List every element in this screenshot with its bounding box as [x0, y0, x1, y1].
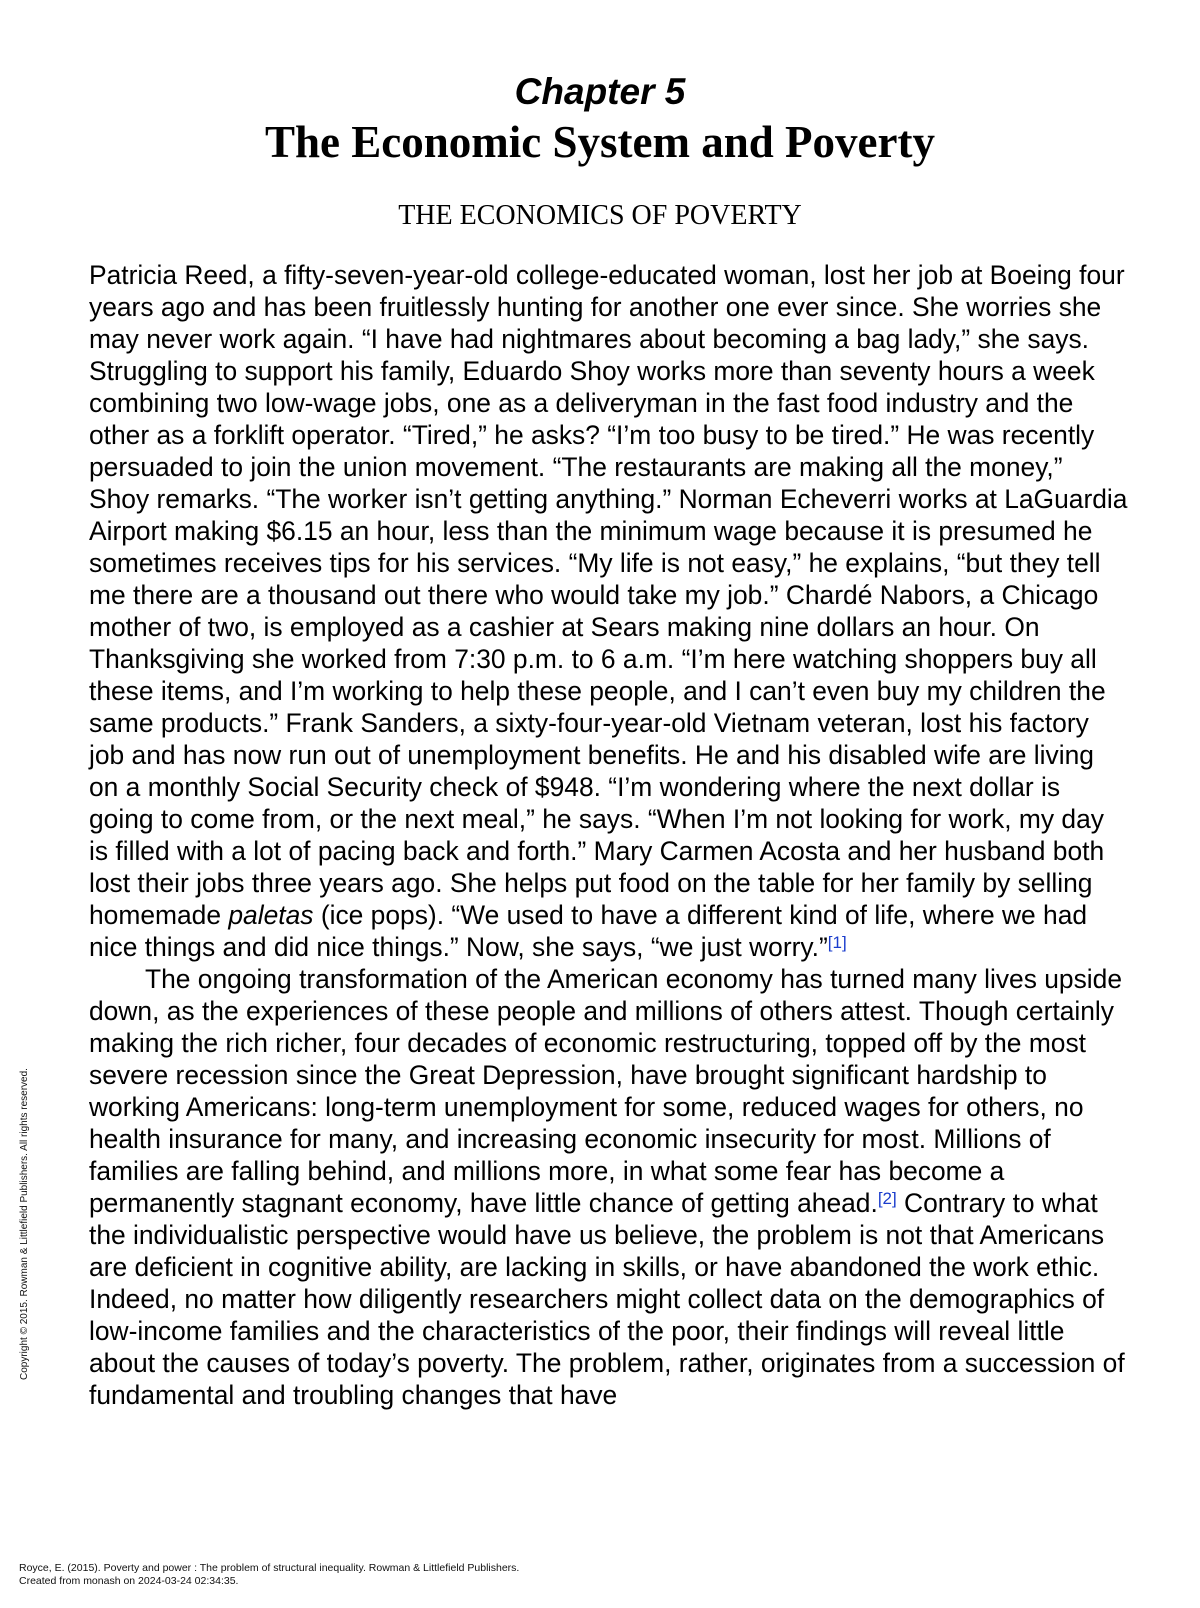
body-text — [89, 259, 1129, 1411]
paragraph-1 — [89, 259, 1129, 963]
citation-line-1: Royce, E. (2015). Poverty and power : The problem of structural inequality. Rowman & Littlefield Publishers. — [19, 1562, 520, 1574]
paragraph-2 — [89, 963, 1129, 1411]
paragraph-1-italic-word: paletas — [228, 900, 314, 930]
citation-footer — [19, 1562, 519, 1588]
section-heading: THE ECONOMICS OF POVERTY — [398, 200, 802, 231]
footnote-link-2[interactable]: [2] — [877, 1189, 897, 1208]
chapter-title: The Economic System and Poverty — [265, 117, 935, 167]
footnote-link-1[interactable]: [1] — [827, 933, 847, 952]
citation-line-2: Created from monash on 2024-03-24 02:34:35. — [19, 1575, 239, 1587]
side-copyright-notice: Copyright © 2015. Rowman & Littlefield Publishers. All rights reserved. — [19, 1068, 30, 1380]
chapter-label: Chapter 5 — [514, 71, 686, 112]
paragraph-2-text-a: The ongoing transformation of the American economy has turned many lives upside down, as the experiences of these people and millions of others attest. Though certainly making the rich richer, four decades of economic restructuring, topped off by the most severe recession since the Great Depression, have brought significant hardship to working Americans: long-term unemployment for some, reduced wages for others, no health insurance for many, and increasing economic insecurity for most. Millions of families are falling behind, and millions more, in what some fear has become a permanently stagnant economy, have little chance of getting ahead. — [89, 964, 1122, 1218]
paragraph-2-text-b: Contrary to what the individualistic perspective would have us believe, the problem is not that Americans are deficient in cognitive ability, are lacking in skills, or have abandoned the work ethic. Indeed, no matter how diligently researchers might collect data on the demographics of low-income families and the characteristics of the poor, their findings will reveal little about the causes of today’s poverty. The problem, rather, originates from a succession of fundamental and troubling changes that have — [89, 1188, 1125, 1410]
paragraph-1-text-a: Patricia Reed, a fifty-seven-year-old college-educated woman, lost her job at Boeing four years ago and has been fruitlessly hunting for another one ever since. She worries she may never work again. “I have had nightmares about becoming a bag lady,” she says. Struggling to support his family, Eduardo Shoy works more than seventy hours a week combining two low-wage jobs, one as a deliveryman in the fast food industry and the other as a forklift operator. “Tired,” he asks? “I’m too busy to be tired.” He was recently persuaded to join the union movement. “The restaurants are making all the money,” Shoy remarks. “The worker isn’t getting anything.” Norman Echeverri works at LaGuardia Airport making $6.15 an hour, less than the minimum wage because it is presumed he sometimes receives tips for his services. “My life is not easy,” he explains, “but they tell me there are a thousand out there who would take my job.” Chardé Nabors, a Chicago mother of two, is employed as a cashier at Sears making nine dollars an hour. On Thanksgiving she worked from 7:30 p.m. to 6 a.m. “I’m here watching shoppers buy all these items, and I’m working to help these people, and I can’t even buy my children the same products.” Frank Sanders, a sixty-four-year-old Vietnam veteran, lost his factory job and has now run out of unemployment benefits. He and his disabled wife are living on a monthly Social Security check of $948. “I’m wondering where the next dollar is going to come from, or the next meal,” he says. “When I’m not looking for work, my day is filled with a lot of pacing back and forth.” Mary Carmen Acosta and her husband both lost their jobs three years ago. She helps put food on the table for her family by selling homemade — [89, 260, 1128, 930]
paragraph-1-text-b: (ice pops). “We used to have a different kind of life, where we had nice things and did nice things.” Now, she says, “we just worry.” — [89, 900, 1088, 962]
